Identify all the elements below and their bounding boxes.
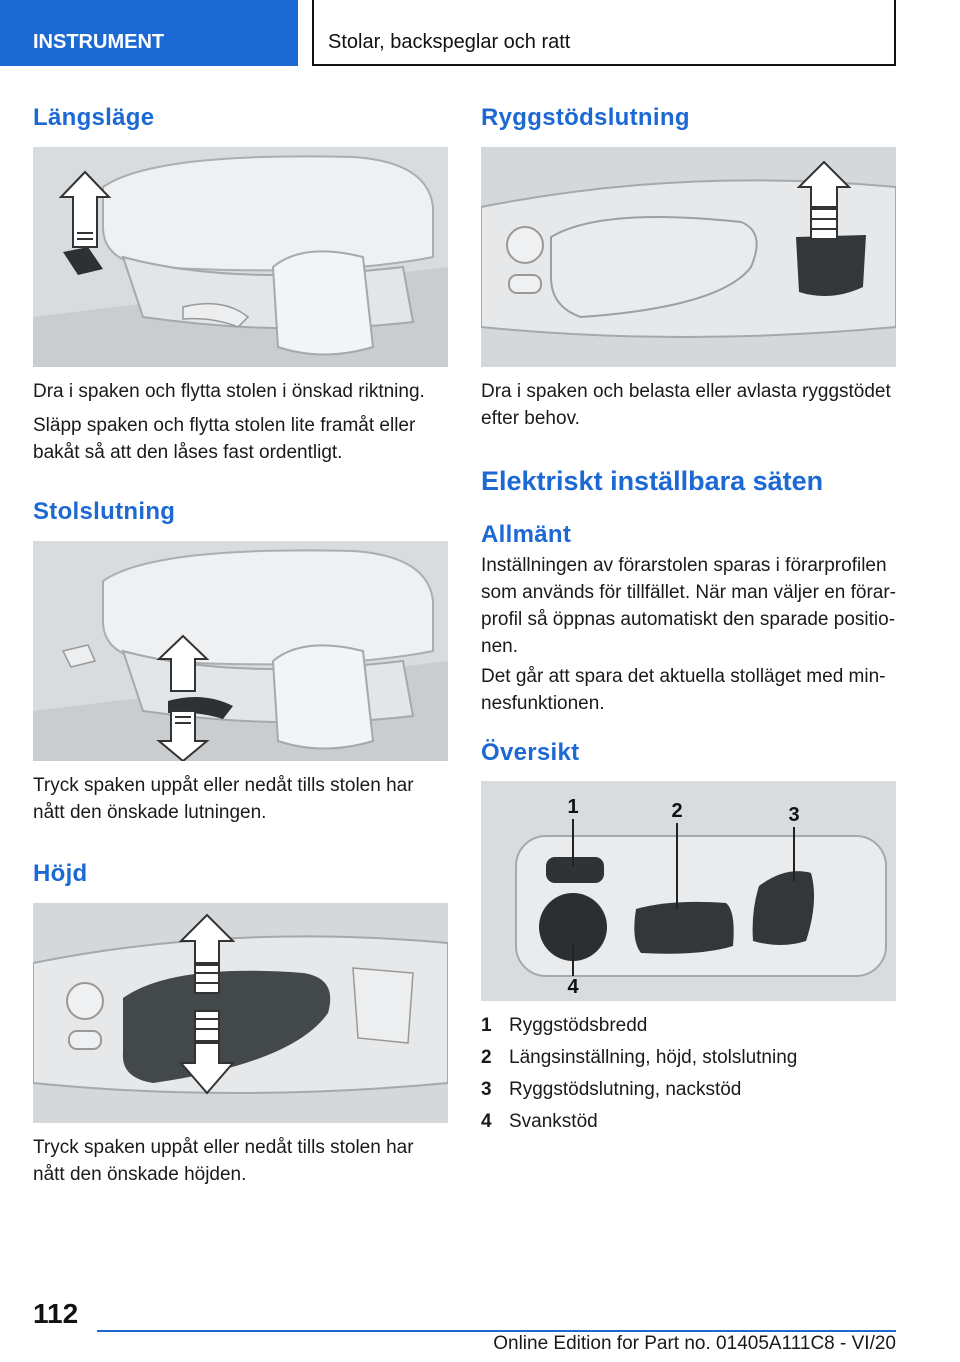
legend-number: 2 bbox=[481, 1047, 492, 1068]
footer-divider bbox=[97, 1330, 896, 1332]
heading-allmant: Allmänt bbox=[481, 521, 572, 548]
overview-legend bbox=[481, 1012, 896, 1140]
legend-text: Längsinställning, höjd, stolslutning bbox=[509, 1047, 798, 1068]
backrest-tilt-illustration bbox=[481, 147, 896, 367]
callout-4: 4 bbox=[567, 976, 579, 998]
seat-fore-aft-illustration bbox=[33, 147, 448, 367]
legend-text: Ryggstödsbredd bbox=[509, 1015, 648, 1036]
page-number: 112 bbox=[33, 1298, 79, 1329]
legend-item bbox=[481, 1076, 896, 1108]
seat-controls-overview-illustration bbox=[481, 781, 896, 1001]
paragraph: Det går att spara det aktuella stolläget med minnesfunktionen. bbox=[481, 666, 886, 714]
paragraph: Inställningen av förarstolen sparas i förarprofilen som används för tillfället. När man väljer en förarprofil så öppnas automatiskt den sparade positionen. bbox=[481, 555, 896, 657]
paragraph: Tryck spaken uppåt eller nedåt tills stolen har nått den önskade lutningen. bbox=[33, 775, 414, 823]
legend-item bbox=[481, 1044, 896, 1076]
callout-3: 3 bbox=[788, 804, 800, 826]
callout-1: 1 bbox=[567, 796, 579, 818]
heading-oversikt: Översikt bbox=[481, 739, 580, 766]
paragraph: Tryck spaken uppåt eller nedåt tills stolen har nått den önskade höjden. bbox=[33, 1137, 414, 1185]
legend-number: 1 bbox=[481, 1015, 492, 1036]
paragraph: Släpp spaken och flytta stolen lite framåt eller bakåt så att den låses fast ordentligt. bbox=[33, 415, 416, 463]
heading-stolslutning: Stolslutning bbox=[33, 498, 176, 525]
legend-text: Ryggstödslutning, nackstöd bbox=[509, 1079, 742, 1100]
heading-hojd: Höjd bbox=[33, 860, 88, 887]
legend-item bbox=[481, 1108, 896, 1140]
seat-tilt-illustration bbox=[33, 541, 448, 761]
legend-text: Svankstöd bbox=[509, 1111, 598, 1132]
edition-note: Online Edition for Part no. 01405A111C8 - VI/20 bbox=[493, 1333, 896, 1354]
legend-number: 4 bbox=[481, 1111, 492, 1132]
chapter-title: Stolar, backspeglar och ratt bbox=[312, 0, 896, 66]
section-tab: INSTRUMENT bbox=[0, 0, 298, 66]
heading-ryggstodslutning: Ryggstödslutning bbox=[481, 104, 690, 131]
seat-height-illustration bbox=[33, 903, 448, 1123]
page-header bbox=[0, 0, 960, 66]
paragraph: Dra i spaken och belasta eller avlasta ryggstödet efter behov. bbox=[481, 381, 891, 429]
callout-2: 2 bbox=[671, 800, 683, 822]
heading-elektriskt: Elektriskt inställbara säten bbox=[481, 466, 824, 496]
heading-langslage: Längsläge bbox=[33, 104, 155, 131]
legend-item bbox=[481, 1012, 896, 1044]
paragraph: Dra i spaken och flytta stolen i önskad riktning. bbox=[33, 381, 425, 402]
legend-number: 3 bbox=[481, 1079, 492, 1100]
